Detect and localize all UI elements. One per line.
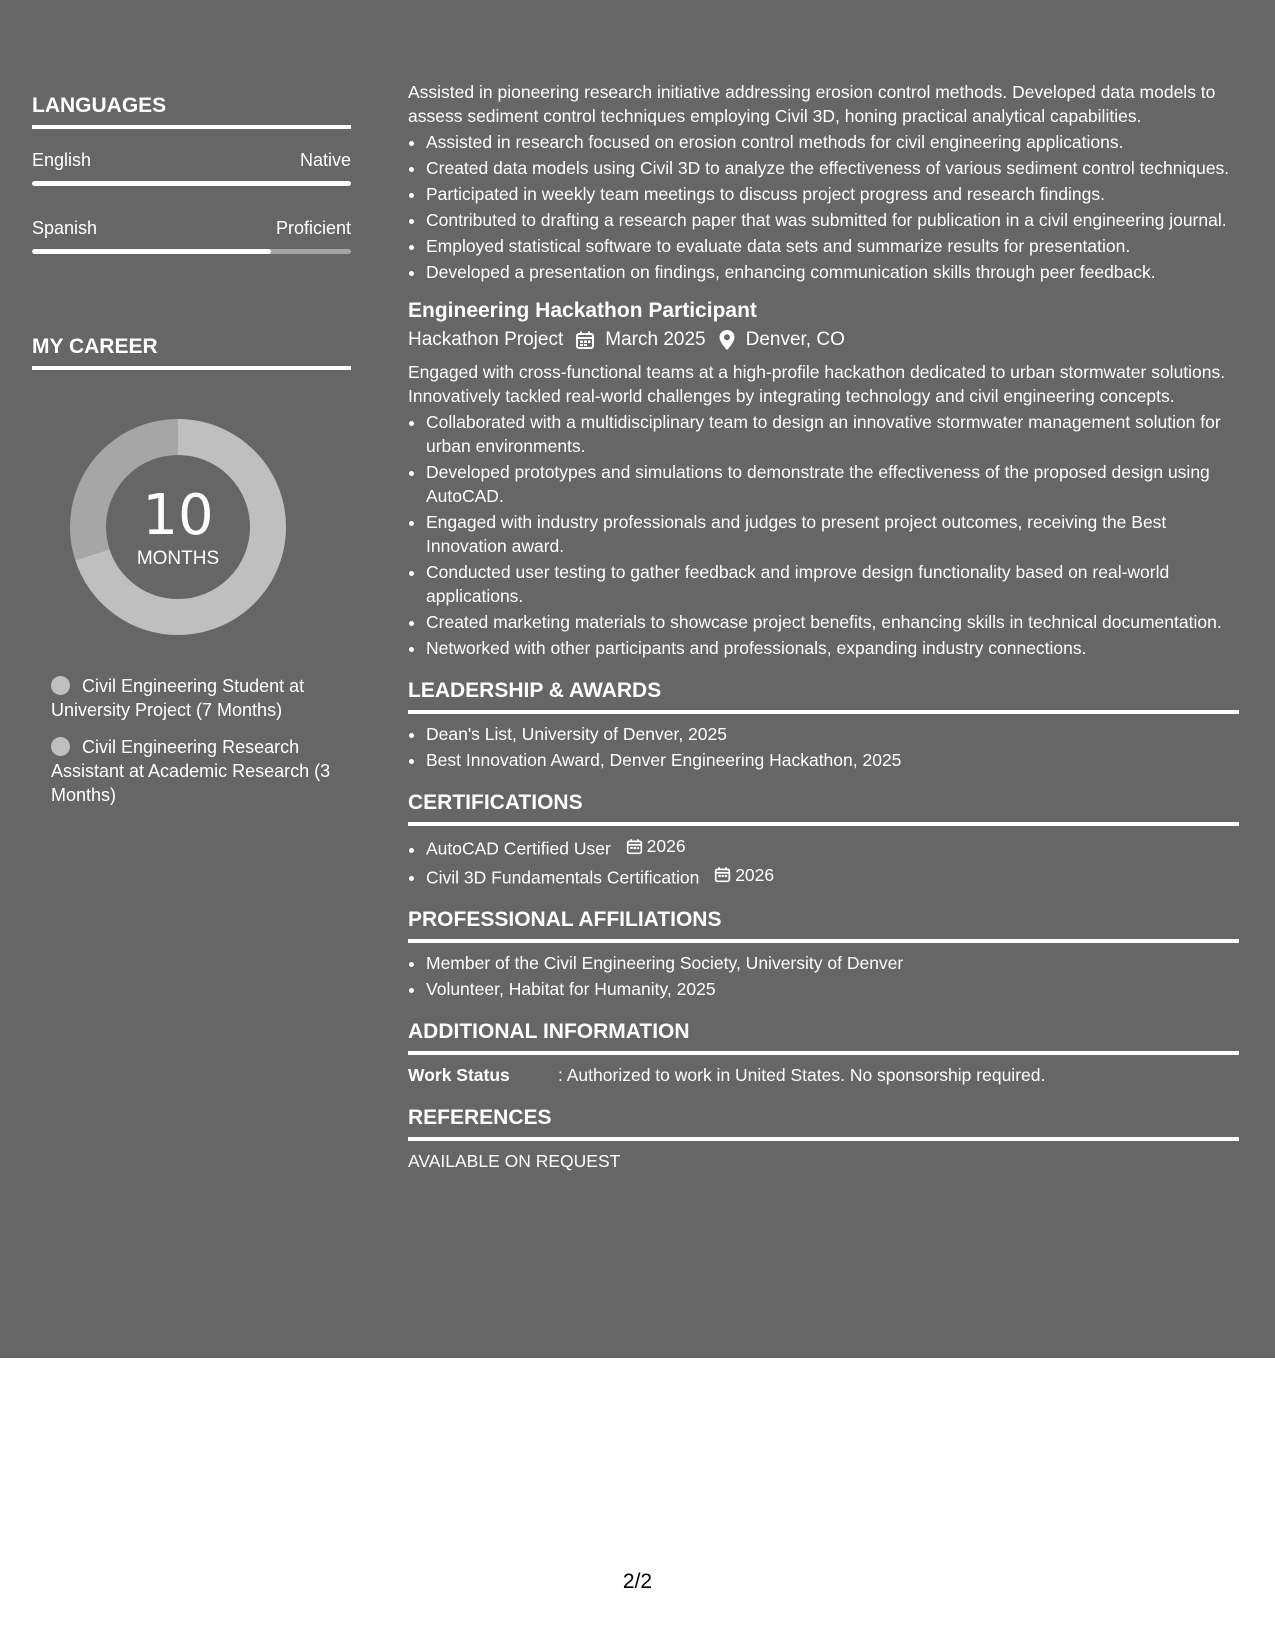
list-item: • Created data models using Civil 3D to analyze the effectiveness of various sediment control techniques. [426,156,1239,180]
hackathon-entry [408,298,1239,660]
job-title: Engineering Hackathon Participant [408,299,757,322]
cert-year: 2026 [735,864,775,885]
research-intro: Assisted in pioneering research initiative addressing erosion control methods. Developed data models to assess sediment control techniques employing Civil 3D, honing practical analytical capabilities. [408,82,1216,126]
references-title: REFERENCES [408,1105,1239,1141]
references-section [408,1105,1239,1173]
calendar-icon [626,838,643,855]
calendar-icon [575,330,595,350]
hackathon-intro: Engaged with cross-functional teams at a high-profile hackathon dedicated to urban stormwater solutions. Innovatively tackled real-world challenges by integrating technology and civil engineering concepts. [408,362,1226,406]
cert-year: 2026 [646,836,686,856]
list-item: • Best Innovation Award, Denver Engineering Hackathon, 2025 [426,748,1239,772]
language-bar-fill [32,181,351,186]
list-item [426,834,1239,861]
language-level: Native [299,150,351,170]
affiliations-list [408,951,1239,1001]
certifications-section [408,790,1239,889]
donut-center [66,415,290,639]
legend-dot-icon [51,676,70,695]
list-item: • Conducted user testing to gather feedback and improve design functionality based on real-world applications. [426,560,1239,608]
map-pin-icon [718,329,736,351]
language-name: English [32,150,92,170]
hackathon-bullets [408,410,1239,660]
cert-name: Civil 3D Fundamentals Certification [426,867,700,887]
languages-title: LANGUAGES [32,93,351,129]
awards-list [408,722,1239,772]
language-bar-fill [32,249,271,254]
languages-section [32,93,351,254]
main-content [408,80,1239,1173]
list-item: • Contributed to drafting a research paper that was submitted for publication in a civil engineering journal. [426,208,1239,232]
language-level: Proficient [275,218,351,238]
list-item: • Developed prototypes and simulations to demonstrate the effectiveness of the proposed design using AutoCAD. [426,460,1239,508]
career-legend-item [51,674,341,722]
references-text: AVAILABLE ON REQUEST [408,1151,621,1171]
list-item: • Engaged with industry professionals and judges to present project outcomes, receiving the Best Innovation award. [426,510,1239,558]
career-legend [51,674,341,820]
job-location: Denver, CO [745,329,845,350]
language-bar [32,181,351,186]
awards-section [408,678,1239,772]
additional-section [408,1019,1239,1087]
additional-title: ADDITIONAL INFORMATION [408,1019,1239,1055]
language-english [32,149,351,186]
career-title: MY CAREER [32,334,351,370]
list-item: • Collaborated with a multidisciplinary team to design an innovative stormwater management solution for urban environments. [426,410,1239,458]
job-date: March 2025 [605,329,706,350]
career-legend-label: Civil Engineering Student at University Project (7 Months) [51,676,305,720]
list-item: • Networked with other participants and professionals, expanding industry connections. [426,636,1239,660]
awards-title: LEADERSHIP & AWARDS [408,678,1239,714]
list-item [426,863,1239,890]
job-org: Hackathon Project [408,329,564,350]
language-bar [32,249,351,254]
research-bullets [408,130,1239,284]
career-legend-item [51,735,341,807]
cert-date [714,863,774,887]
list-item: • Participated in weekly team meetings to discuss project progress and research findings. [426,182,1239,206]
career-donut [66,415,290,639]
cert-date [626,834,686,858]
list-item: • Assisted in research focused on erosion control methods for civil engineering applications. [426,130,1239,154]
list-item: • Employed statistical software to evaluate data sets and summarize results for presentation. [426,234,1239,258]
list-item: • Dean's List, University of Denver, 2025 [426,722,1239,746]
work-status-row [408,1063,1239,1087]
job-meta [408,326,1239,354]
list-item: • Developed a presentation on findings, enhancing communication skills through peer feedback. [426,260,1239,284]
list-item: • Member of the Civil Engineering Society, University of Denver [426,951,1239,975]
career-total-number: 10 [142,483,214,548]
list-item: • Created marketing materials to showcase project benefits, enhancing skills in technical documentation. [426,610,1239,634]
certifications-title: CERTIFICATIONS [408,790,1239,826]
affiliations-section [408,907,1239,1001]
career-legend-label: Civil Engineering Research Assistant at Academic Research (3 Months) [51,737,331,805]
language-spanish [32,217,351,254]
work-status-label: Work Status [408,1065,510,1085]
work-status-value: : Authorized to work in United States. No sponsorship required. [558,1065,1046,1085]
career-section [32,334,351,370]
list-item: • Volunteer, Habitat for Humanity, 2025 [426,977,1239,1001]
certifications-list [408,834,1239,889]
page-number: 2/2 [622,1570,653,1593]
career-total-unit: MONTHS [136,548,220,569]
cert-name: AutoCAD Certified User [426,838,611,859]
language-name: Spanish [32,218,98,238]
legend-dot-icon [51,737,70,756]
affiliations-title: PROFESSIONAL AFFILIATIONS [408,907,1239,943]
calendar-icon [714,866,731,883]
